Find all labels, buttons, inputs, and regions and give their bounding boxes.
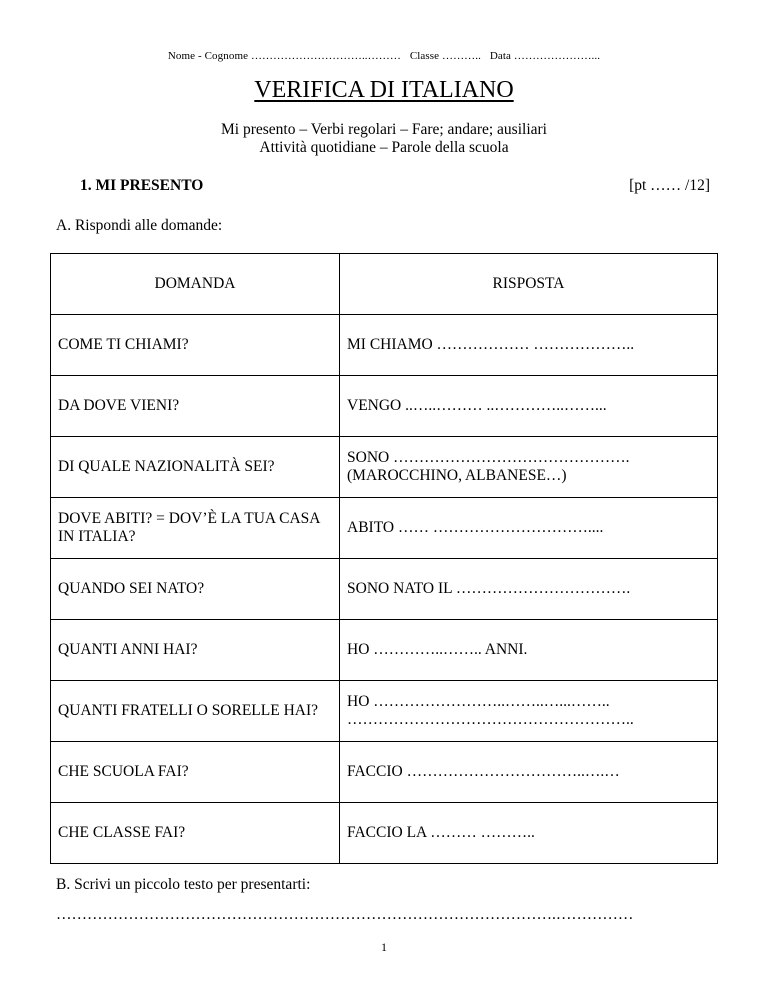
name-field: Nome - Cognome …………………………..……… [167,50,401,62]
table-header-row [51,254,718,315]
answer-line: ABITO …… ………………………….... [347,519,604,536]
question-answer-table [50,253,718,864]
table-row [51,437,718,498]
answer-cell[interactable] [340,498,718,559]
table-row [51,315,718,376]
answer-cell[interactable] [340,681,718,742]
column-header-question: DOMANDA [51,254,340,315]
table-row [51,742,718,803]
answer-cell[interactable] [340,803,718,864]
subtitle-line-1: Mi presento – Verbi regolari – Fare; andare; ausiliari [221,121,547,138]
table-body [51,315,718,864]
column-header-answer: RISPOSTA [340,254,718,315]
question-cell: DI QUALE NAZIONALITÀ SEI? [51,437,340,498]
points-box: [pt …… /12] [629,177,710,194]
table-row [51,681,718,742]
page-title: VERIFICA DI ITALIANO [254,77,514,103]
answer-line: FACCIO ……………………………..….… [347,763,620,780]
answer-line: VENGO ..…..……… ..…………..……... [347,397,607,414]
question-cell: QUANTI ANNI HAI? [51,620,340,681]
question-cell: CHE SCUOLA FAI? [51,742,340,803]
answer-line: HO ……………………..……..…...…….. [347,693,610,710]
answer-line: SONO ………………………………………. [347,449,630,466]
table-row [51,559,718,620]
question-cell: CHE CLASSE FAI? [51,803,340,864]
answer-line-2: (MAROCCHINO, ALBANESE…) [347,467,567,484]
question-cell: DOVE ABITI? = DOV’È LA TUA CASA IN ITALIA? [51,498,340,559]
table-row [51,803,718,864]
answer-line: SONO NATO IL ……………………………. [347,580,631,597]
answer-cell[interactable] [340,437,718,498]
answer-cell[interactable] [340,620,718,681]
writing-line[interactable]: …………………………………………………………………………………….…………… [56,906,634,923]
subtitle-line-2: Attività quotidiane – Parole della scuola [259,139,509,156]
student-info-header [0,50,768,62]
answer-cell[interactable] [340,742,718,803]
page-number: 1 [381,940,387,954]
answer-line: HO …………..…….. ANNI. [347,641,528,658]
answer-line: FACCIO LA ……… ……….. [347,824,535,841]
table-row [51,498,718,559]
class-field: Classe ……….. [409,50,481,62]
answer-line: MI CHIAMO ……………… ……………….. [347,336,635,353]
answer-line-2: ……………………………………………….. [347,711,634,728]
subtitle [0,121,768,157]
answer-cell[interactable] [340,315,718,376]
date-field: Data …………………... [489,50,601,62]
instruction-b: B. Scrivi un piccolo testo per presentarti: [56,876,311,893]
instruction-a: A. Rispondi alle domande: [56,217,223,234]
question-cell: COME TI CHIAMI? [51,315,340,376]
answer-cell[interactable] [340,376,718,437]
table-row [51,620,718,681]
question-cell: QUANDO SEI NATO? [51,559,340,620]
answer-cell[interactable] [340,559,718,620]
table-row [51,376,718,437]
section-heading: 1. MI PRESENTO [80,177,204,194]
question-cell: DA DOVE VIENI? [51,376,340,437]
question-cell: QUANTI FRATELLI O SORELLE HAI? [51,681,340,742]
